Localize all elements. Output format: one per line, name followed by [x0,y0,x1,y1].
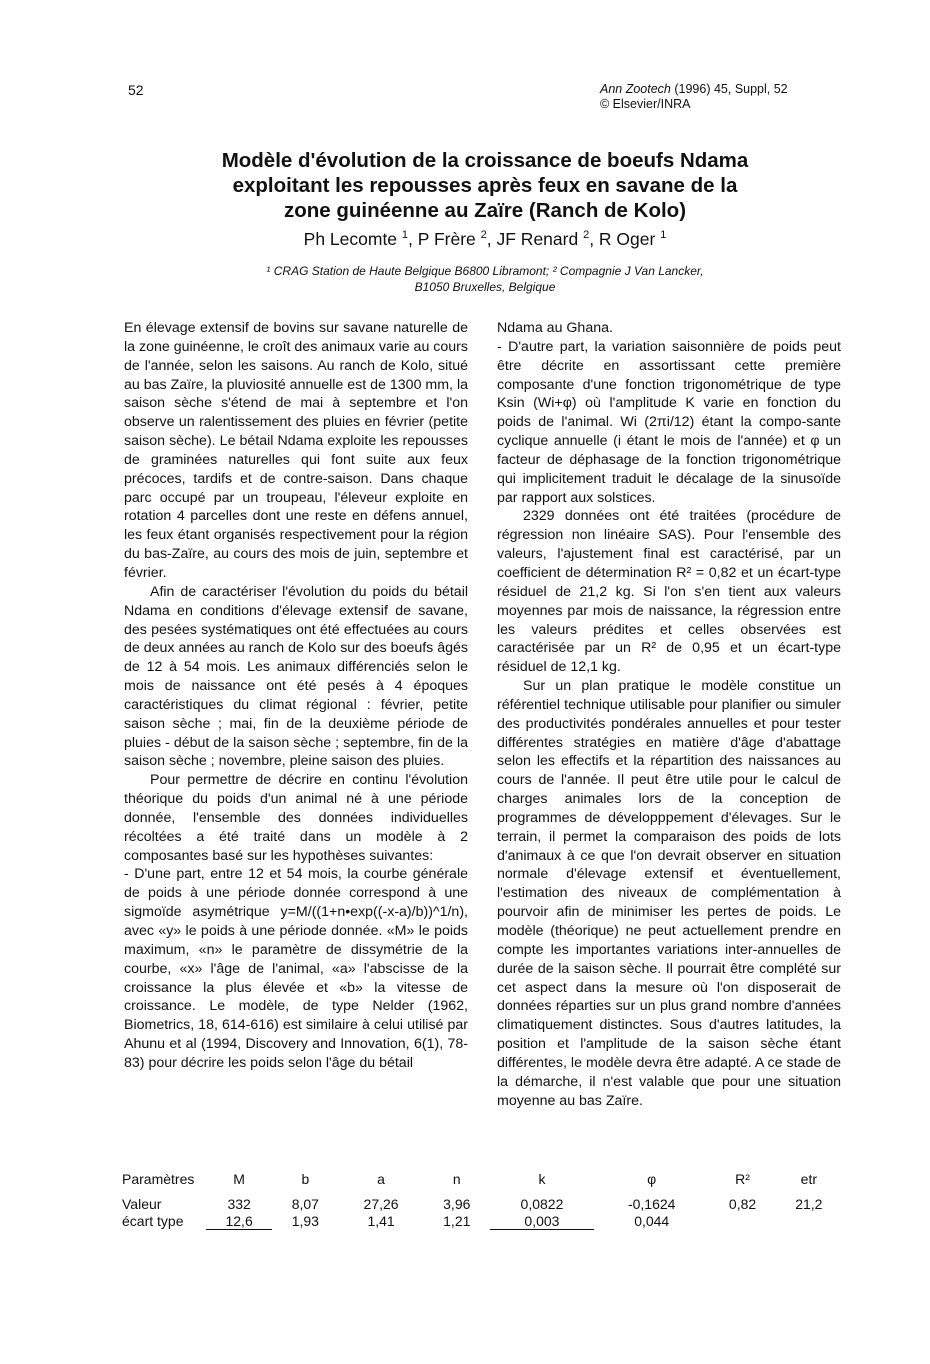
journal-name: Ann Zootech [600,82,671,96]
table-header-cell: φ [647,1170,657,1187]
table-cell: 1,93 [291,1212,319,1229]
article-title [100,148,870,223]
table-header-cell: etr [800,1170,817,1187]
table-cell [709,1212,775,1230]
table-cell: 1,41 [367,1212,395,1229]
title-line-3: zone guinéenne au Zaïre (Ranch de Kolo) [283,199,687,222]
journal-citation [600,82,842,112]
affil-mark: 2 [480,229,487,242]
page-number: 52 [128,82,144,98]
affil-mark: 2 [583,229,590,242]
table-header-cell: R² [735,1170,750,1187]
table-cell: 3,96 [443,1195,471,1212]
right-column [497,319,841,1110]
table-cell: 0,044 [634,1212,670,1229]
table-cell: 0,003 [490,1212,594,1230]
table-row [122,1195,842,1212]
publisher: © Elsevier/INRA [600,97,691,111]
title-line-2: exploitant les repousses après feux en savane de la [232,174,738,197]
table-header-cell: b [301,1170,310,1187]
table-cell: 8,07 [291,1195,319,1212]
table-cell: écart type [122,1212,184,1229]
parameter-table [122,1170,842,1230]
table-cell: 12,6 [206,1212,272,1230]
paragraph: Pour permettre de décrire en continu l'évolution théorique du poids d'un animal né à une période donnée, l'ensemble des données individuelles récoltées a été traité dans un modèle à 2 composantes basé sur les hypothèses suivantes: [124,772,468,864]
paragraph: - D'autre part, la variation saisonnière de poids peut être décrite en assortissant cette première composante d'une fonction trigonométrique de type Ksin (Wi+φ) où l'amplitude K varie en fonction du poids de l'animal. Wi (2πi/12) étant la compo-sante cyclique annuelle (i étant le mois de l'année) et φ un facteur de déphasage de la fonction trigonométrique qui implicitement traduit le décalage de la sinusoïde par rapport aux solstices. [497,338,841,506]
table-header-cell: Paramètres [122,1170,195,1187]
affiliation-line-1: ¹ CRAG Station de Haute Belgique B6800 Libramont; ² Compagnie J Van Lancker, [266,264,704,278]
table-cell [776,1212,842,1230]
title-line-1: Modèle d'évolution de la croissance de boeufs Ndama [221,149,749,172]
table-header-cell: k [538,1170,546,1187]
author-oger: , R Oger [589,229,661,249]
table-row [122,1212,842,1230]
author-renard: , JF Renard [486,229,584,249]
table-cell: 1,21 [443,1212,471,1229]
author-lecomte: Ph Lecomte [303,229,402,249]
table-cell: 332 [227,1195,251,1212]
table-header-row [122,1170,842,1187]
paragraph: Ndama au Ghana. [497,320,613,336]
affil-mark: 1 [660,229,667,242]
left-column [124,319,468,1073]
affiliation-line-2: B1050 Bruxelles, Belgique [414,280,556,294]
table-cell: -0,1624 [627,1195,676,1212]
paragraph: Sur un plan pratique le modèle constitue un référentiel technique utilisable pour planifier ou simuler des productivités pondérales annuelles et pour tester différentes stratégies en matière d'âge d'abattage selon les effectifs et la répartition des naissances au cours de l'année. Il peut être utile pour le calcul de charges animales lors de la conception de programmes de développpement d'élevages. Sur le terrain, il permet la comparaison des poids de lots d'animaux à ce que l'on devrait observer en situation normale d'élevage extensif et éventuellement, l'estimation des niveaux de complémentation à pourvoir afin de minimiser les pertes de poids. Le modèle (théorique) ne peut actuellement prendre en compte les importantes variations inter-annuelles de durée de la saison sèche. Il pourrait être complété sur cet aspect dans la mesure où l'on disposerait de données réparties sur un plus grand nombre d'années climatiquement distinctes. Sous d'autres latitudes, la position et l'amplitude de la saison sèche étant différentes, le modèle devra être adapté. A ce stade de la démarche, il n'est valable que pour une situation moyenne au bas Zaïre. [497,678,841,1109]
table-cell: 27,26 [363,1195,399,1212]
paragraph: 2329 données ont été traitées (procédure de régression non linéaire SAS). Pour l'ensemble des valeurs, l'ajustement final est caractérisé, par un coefficient de détermination R² = 0,82 et un écart-type résiduel de 21,2 kg. Si l'on s'en tient aux valeurs moyennes par mois de naissance, la régression entre les valeurs prédites et celles observées est caractérisée par un R² de 0,95 et un écart-type résiduel de 12,1 kg. [497,508,841,676]
affiliations [170,263,800,295]
paragraph: - D'une part, entre 12 et 54 mois, la courbe générale de poids à une période donnée correspond à une sigmoïde asymétrique y=M/((1+n•exp((-x-a)/b))^1/n), avec «y» le poids à une période donnée. «M» le poids maximum, «n» le paramètre de dissymétrie de la courbe, «x» l'âge de l'animal, «a» l'abscisse de la croissance la plus élevée et «b» la vitesse de croissance. Le modèle, de type Nelder (1962, Biometrics, 18, 614-616) est similaire à celui utilisé par Ahunu et al (1994, Discovery and Innovation, 6(1), 78-83) pour décrire les poids selon l'âge du bétail [124,866,468,1071]
table-cell: 21,2 [795,1195,823,1212]
author-list [100,229,870,250]
table-header-cell: n [452,1170,461,1187]
table-cell: 0,82 [728,1195,757,1212]
author-frere: , P Frère [408,229,481,249]
table-cell: 0,0822 [520,1195,564,1212]
paragraph: En élevage extensif de bovins sur savane naturelle de la zone guinéenne, le croît des animaux varie au cours de l'année, selon les saisons. Au ranch de Kolo, situé au bas Zaïre, la pluviosité annuelle est de 1300 mm, la saison sèche s'étend de mai à septembre et l'on observe un ralentissement des pluies en février (petite saison sèche). Le bétail Ndama exploite les repousses de graminées naturelles qui font suite aux feux précoces, tardifs et de contre-saison. Dans chaque parc occupé par un troupeau, l'éleveur exploite en rotation 4 parcelles dont une reste en défens annuel, les feux étant organisés respectivement pour la région du bas-Zaïre, au cours des mois de juin, septembre et février. [124,320,468,581]
table-header-cell: a [377,1170,385,1187]
table-cell: Valeur [122,1195,162,1212]
journal-volume: (1996) 45, Suppl, 52 [670,82,788,96]
paragraph: Afin de caractériser l'évolution du poids du bétail Ndama en conditions d'élevage extensif de savane, des pesées systématiques ont été effectuées au cours de deux années au ranch de Kolo sur des boeufs âgés de 12 à 54 mois. Les animaux différenciés selon le mois de naissance ont été pesés à 4 époques caractéristiques du climat régional : février, petite saison sèche ; mai, fin de la deuxième période de pluies - début de la saison sèche ; septembre, fin de la saison sèche ; novembre, pleine saison des pluies. [124,583,468,770]
table-header-cell: M [233,1170,245,1187]
affil-mark: 1 [401,229,409,242]
